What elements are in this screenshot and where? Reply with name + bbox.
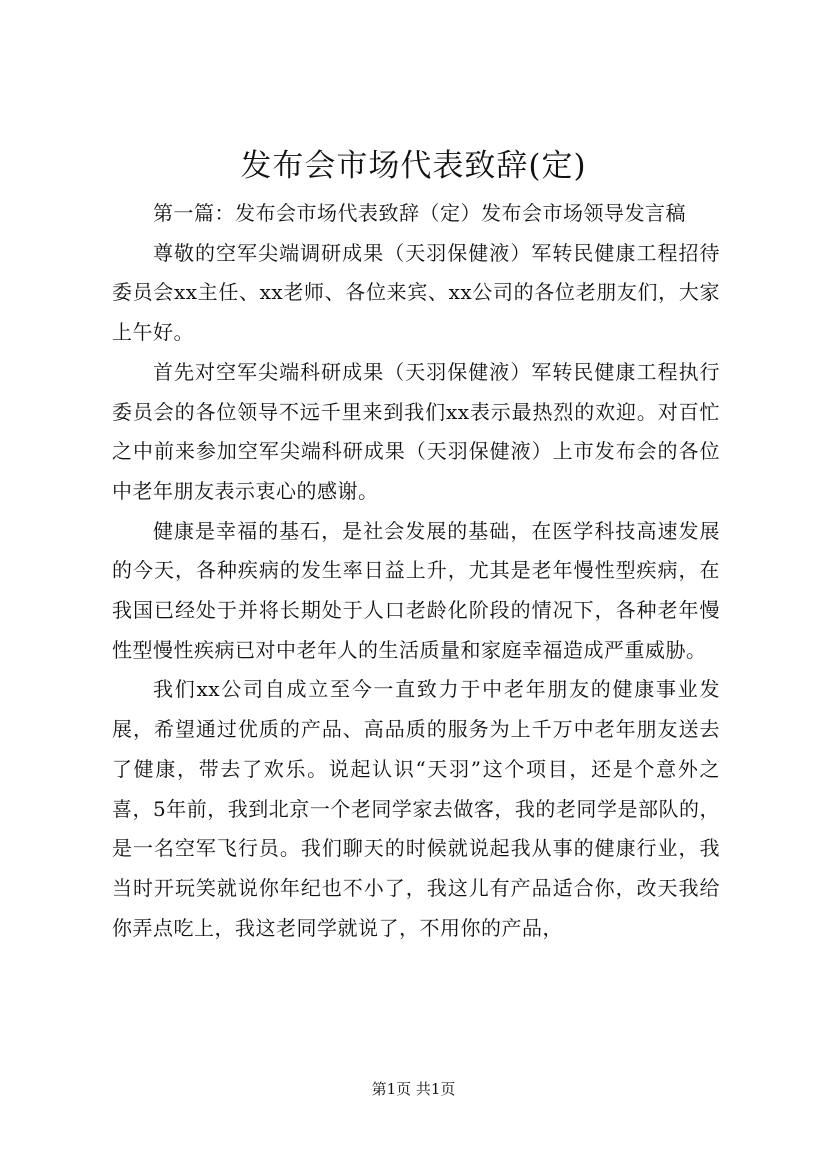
paragraph-greeting: 尊敬的空军尖端调研成果（天羽保健液）军转民健康工程招待委员会xx主任、xx老师、各位来宾、xx公司的各位老朋友们，大家上午好。 — [112, 240, 720, 345]
paragraph-section-heading: 第一篇：发布会市场代表致辞（定）发布会市场领导发言稿 — [153, 201, 686, 225]
page-footer: 第1页 共1页 — [371, 1080, 456, 1098]
paragraph-welcome: 首先对空军尖端科研成果（天羽保健液）军转民健康工程执行委员会的各位领导不远千里来到我们xx表示最热烈的欢迎。对百忙之中前来参加空军尖端科研成果（天羽保健液）上市发布会的各位中老年朋友表示衷心的感谢。 — [112, 359, 720, 503]
document-title: 发布会市场代表致辞(定) — [240, 148, 587, 184]
document-body — [112, 194, 720, 948]
paragraph-company: 我们xx公司自成立至今一直致力于中老年朋友的健康事业发展，希望通过优质的产品、高品质的服务为上千万中老年朋友送去了健康，带去了欢乐。说起认识“天羽”这个项目，还是个意外之喜，5年前，我到北京一个老同学家去做客，我的老同学是部队的，是一名空军飞行员。我们聊天的时候就说起我从事的健康行业，我当时开玩笑就说你年纪也不小了，我这儿有产品适合你，改天我给你弄点吃上，我这老同学就说了，不用你的产品， — [112, 677, 720, 940]
paragraph-health: 健康是幸福的基石，是社会发展的基础，在医学科技高速发展的今天，各种疾病的发生率日益上升，尤其是老年慢性型疾病，在我国已经处于并将长期处于人口老龄化阶段的情况下，各种老年慢性型慢性疾病已对中老年人的生活质量和家庭幸福造成严重威胁。 — [112, 518, 720, 662]
